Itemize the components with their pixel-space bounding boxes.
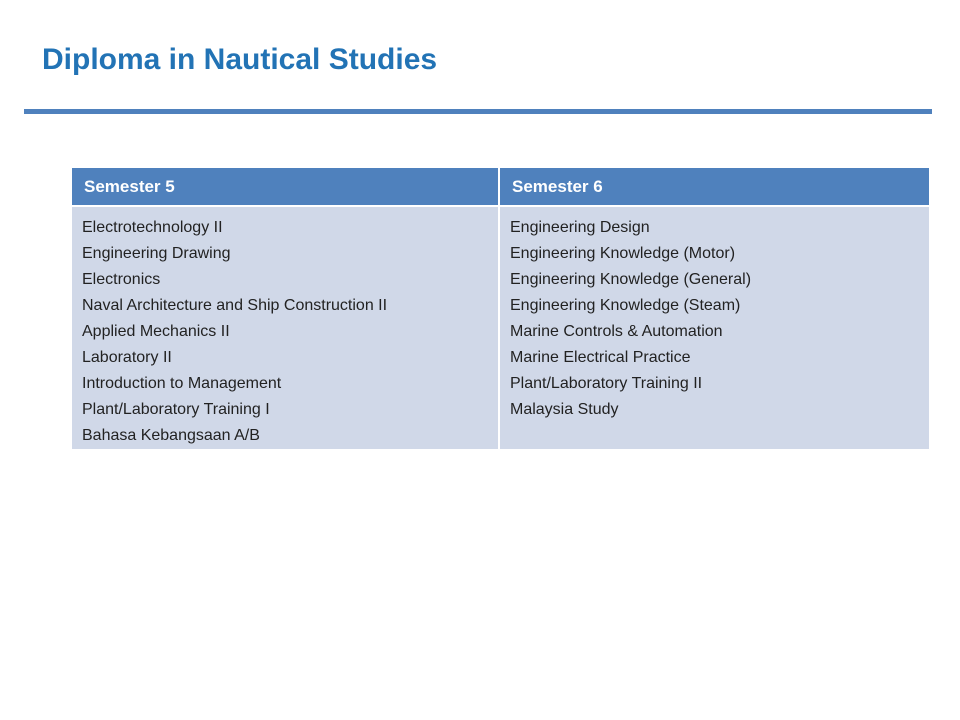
course-table: [72, 168, 929, 449]
semester-5-course-list: [82, 215, 488, 449]
list-item: Engineering Knowledge (General): [510, 271, 752, 288]
list-item: Engineering Knowledge (Motor): [510, 245, 736, 262]
list-item: Naval Architecture and Ship Construction II: [82, 297, 388, 314]
list-item: Engineering Drawing: [82, 245, 231, 262]
table-row: [72, 206, 929, 449]
header-semester-6: Semester 6: [499, 168, 929, 206]
list-item: Plant/Laboratory Training II: [510, 375, 703, 392]
title-divider: [24, 109, 932, 114]
table-header-row: [72, 168, 929, 206]
list-item: Bahasa Kebangsaan A/B: [82, 427, 260, 444]
slide-title: Diploma in Nautical Studies: [42, 43, 438, 76]
list-item: Marine Electrical Practice: [510, 349, 691, 366]
list-item: Electronics: [82, 271, 161, 288]
list-item: Laboratory II: [82, 349, 172, 366]
list-item: Engineering Knowledge (Steam): [510, 297, 741, 314]
list-item: Malaysia Study: [510, 401, 619, 418]
list-item: Applied Mechanics II: [82, 323, 230, 340]
semester-6-course-list: [510, 215, 919, 423]
semester-6-cell: [499, 206, 929, 449]
list-item: Introduction to Management: [82, 375, 282, 392]
list-item: Engineering Design: [510, 219, 650, 236]
semester-5-cell: [72, 206, 499, 449]
list-item: Marine Controls & Automation: [510, 323, 723, 340]
header-semester-5: Semester 5: [72, 168, 499, 206]
list-item: Electrotechnology II: [82, 219, 223, 236]
list-item: Plant/Laboratory Training I: [82, 401, 270, 418]
